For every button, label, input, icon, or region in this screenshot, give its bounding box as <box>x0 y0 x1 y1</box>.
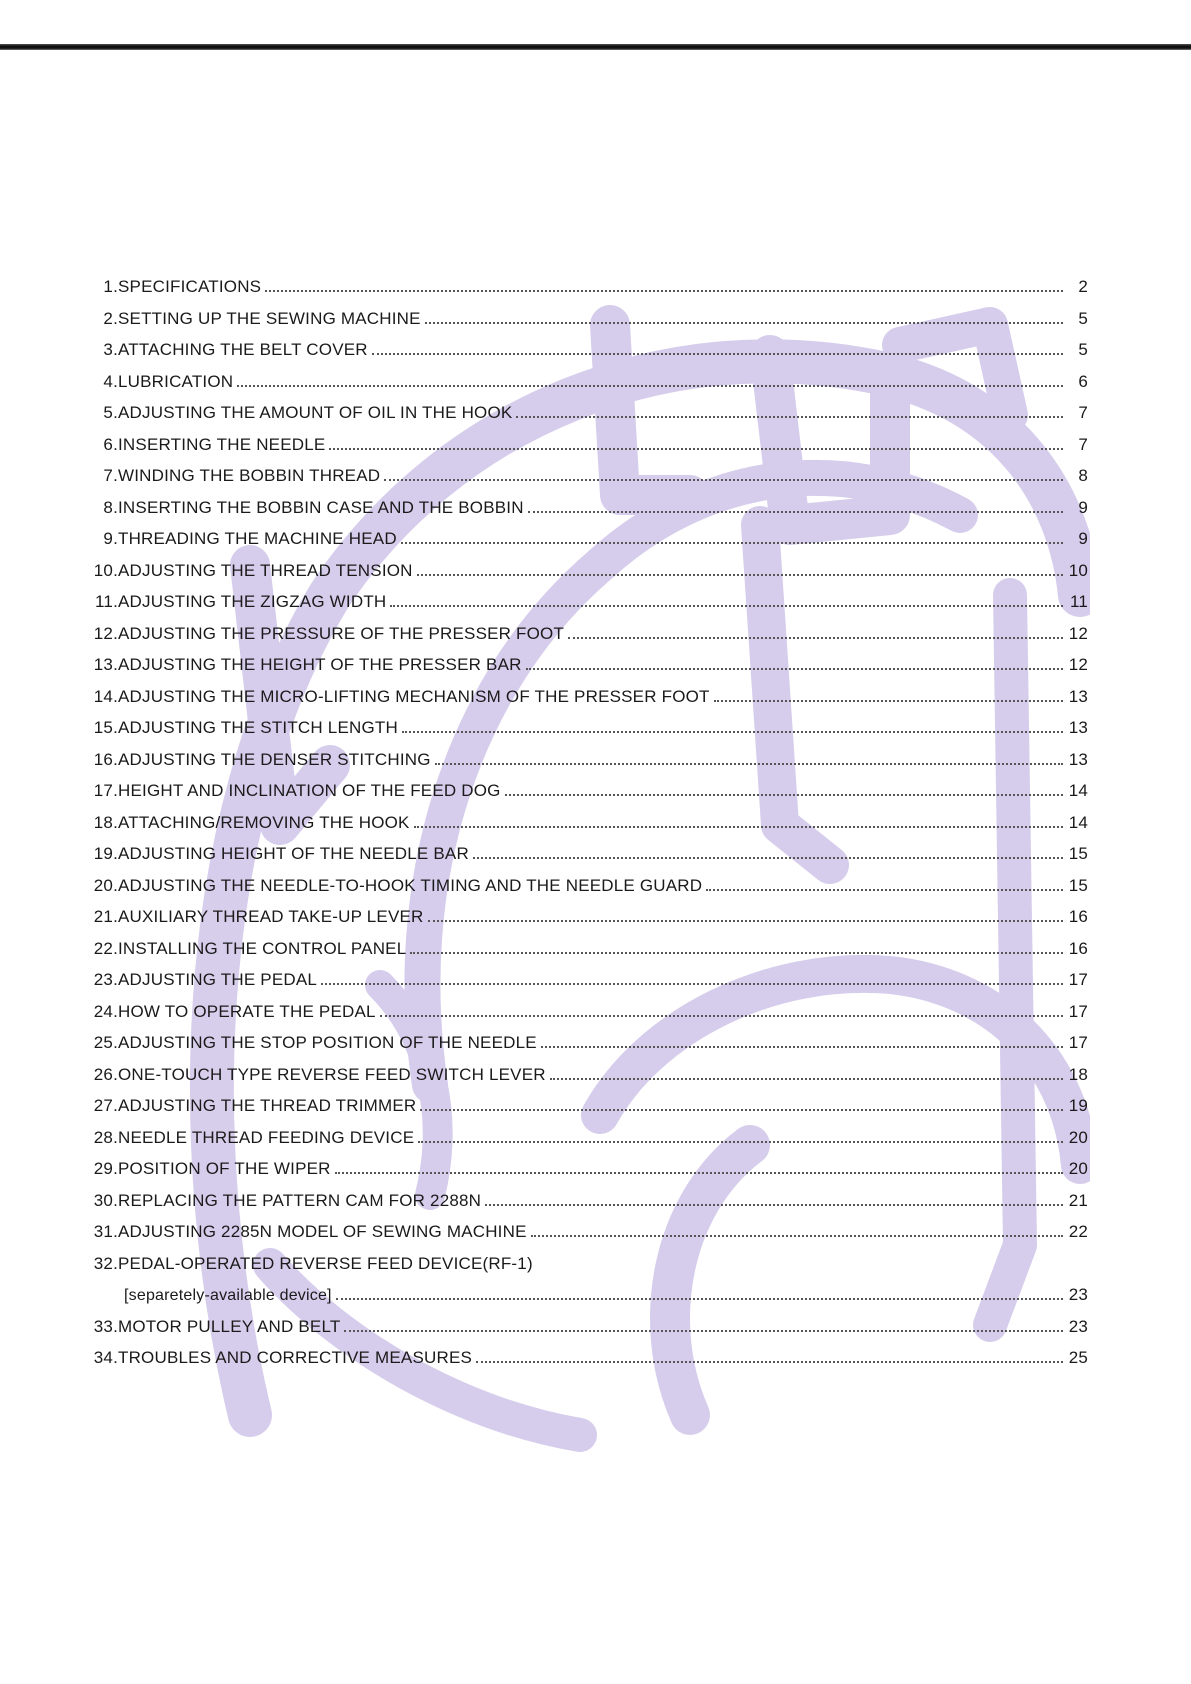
toc-entry-number: 5. <box>103 403 118 422</box>
toc-entry-title: THREADING THE MACHINE HEAD <box>118 529 397 548</box>
dot-leader <box>505 794 1063 796</box>
toc-entry-title: AUXILIARY THREAD TAKE-UP LEVER <box>118 907 424 926</box>
dot-leader <box>485 1204 1063 1206</box>
dot-leader <box>335 1172 1063 1174</box>
toc-entry-number: 16. <box>93 749 118 769</box>
toc-entry-number: 15. <box>93 718 118 737</box>
dot-leader <box>237 385 1063 387</box>
toc-entry-page: 12 <box>1068 655 1088 674</box>
dot-leader <box>390 605 1063 607</box>
toc-entry-number: 23. <box>93 970 118 989</box>
toc-entry[interactable] <box>88 907 1088 939</box>
toc-entry-page: 15 <box>1068 844 1088 863</box>
toc-entry-title: INSTALLING THE CONTROL PANEL <box>118 938 407 958</box>
dot-leader <box>473 857 1063 859</box>
toc-entry[interactable] <box>88 750 1088 782</box>
toc-entry-title: ADJUSTING HEIGHT OF THE NEEDLE BAR <box>118 844 469 863</box>
toc-entry[interactable] <box>88 876 1088 908</box>
toc-entry-title: ADJUSTING 2285N MODEL OF SEWING MACHINE <box>118 1222 527 1241</box>
toc-entry[interactable] <box>88 1317 1088 1349</box>
toc-entry-number: 29. <box>93 1159 118 1178</box>
toc-entry[interactable] <box>88 1285 1088 1317</box>
dot-leader <box>401 542 1063 544</box>
toc-entry[interactable] <box>88 340 1088 372</box>
toc-entry-title: SPECIFICATIONS <box>118 277 262 296</box>
toc-entry-number: 21. <box>93 907 118 926</box>
toc-entry-page: 6 <box>1078 371 1088 391</box>
toc-entry-number: 22. <box>93 938 118 958</box>
toc-entry-title: LUBRICATION <box>118 371 234 391</box>
toc-entry-page: 25 <box>1068 1348 1088 1367</box>
toc-entry[interactable] <box>88 687 1088 719</box>
toc-entry-number: 24. <box>93 1001 118 1021</box>
dot-leader <box>410 952 1063 954</box>
toc-entry[interactable] <box>88 1254 1088 1286</box>
toc-entry-title: ATTACHING THE BELT COVER <box>118 340 368 359</box>
toc-entry-page: 18 <box>1068 1064 1088 1084</box>
toc-entry[interactable] <box>88 1348 1088 1380</box>
toc-entry-page: 20 <box>1068 1127 1088 1147</box>
toc-entry-page: 16 <box>1068 907 1088 926</box>
toc-entry-title: WINDING THE BOBBIN THREAD <box>118 466 381 485</box>
toc-entry-page: 14 <box>1068 812 1088 832</box>
toc-entry-number: 9. <box>103 529 118 548</box>
toc-entry-page: 7 <box>1078 434 1088 454</box>
toc-entry-number: 25. <box>93 1033 118 1052</box>
toc-entry-number: 33. <box>93 1316 118 1336</box>
toc-entry-title: PEDAL-OPERATED REVERSE FEED DEVICE(RF-1) <box>118 1253 533 1273</box>
toc-entry-title: REPLACING THE PATTERN CAM FOR 2288N <box>118 1190 482 1210</box>
dot-leader <box>380 1015 1063 1017</box>
dot-leader <box>435 763 1063 765</box>
dot-leader <box>414 826 1063 828</box>
toc-entry-number: 12. <box>93 623 118 643</box>
toc-entry-page: 12 <box>1068 623 1088 643</box>
toc-entry-number: 32. <box>93 1253 118 1273</box>
toc-entry-number: 27. <box>93 1096 118 1115</box>
toc-entry-title: ATTACHING/REMOVING THE HOOK <box>118 812 410 832</box>
toc-entry[interactable] <box>88 1159 1088 1191</box>
toc-entry-page: 10 <box>1068 560 1088 580</box>
toc-entry-page: 9 <box>1078 497 1088 517</box>
toc-entry-title: HOW TO OPERATE THE PEDAL <box>118 1001 376 1021</box>
dot-leader <box>550 1078 1063 1080</box>
dot-leader <box>531 1235 1063 1237</box>
toc-entry-page: 22 <box>1068 1222 1088 1241</box>
toc-entry[interactable] <box>88 1191 1088 1223</box>
toc-entry-number: 7. <box>103 466 118 485</box>
toc-entry-title: TROUBLES AND CORRECTIVE MEASURES <box>118 1348 473 1367</box>
dot-leader <box>329 448 1063 450</box>
toc-entry[interactable] <box>88 1033 1088 1065</box>
toc-entry-page: 17 <box>1068 1001 1088 1021</box>
dot-leader <box>321 983 1063 985</box>
toc-entry[interactable] <box>88 309 1088 341</box>
toc-entry-title: ADJUSTING THE AMOUNT OF OIL IN THE HOOK <box>118 403 513 422</box>
dot-leader <box>402 731 1063 733</box>
toc-entry-title: HEIGHT AND INCLINATION OF THE FEED DOG <box>118 781 501 800</box>
toc-entry[interactable] <box>88 970 1088 1002</box>
toc-entry[interactable] <box>88 403 1088 435</box>
toc-entry-page: 13 <box>1068 749 1088 769</box>
toc-entry-page: 7 <box>1078 403 1088 422</box>
toc-entry-number: 34. <box>93 1348 118 1367</box>
toc-entry-title: ADJUSTING THE HEIGHT OF THE PRESSER BAR <box>118 655 522 674</box>
toc-entry-title: INSERTING THE BOBBIN CASE AND THE BOBBIN <box>118 497 524 517</box>
toc-entry-page: 13 <box>1068 686 1088 706</box>
toc-entry-title: ADJUSTING THE STOP POSITION OF THE NEEDLE <box>118 1033 537 1052</box>
toc-entry[interactable] <box>88 372 1088 404</box>
toc-entry-number: 10. <box>93 560 118 580</box>
toc-entry[interactable] <box>88 435 1088 467</box>
toc-entry-title: ADJUSTING THE PRESSURE OF THE PRESSER FOOT <box>118 623 565 643</box>
dot-leader <box>526 668 1063 670</box>
toc-entry-page: 20 <box>1068 1159 1088 1178</box>
toc-entry[interactable] <box>88 781 1088 813</box>
dot-leader <box>344 1330 1063 1332</box>
toc-entry[interactable] <box>88 1222 1088 1254</box>
dot-leader <box>568 637 1063 639</box>
toc-entry[interactable] <box>88 844 1088 876</box>
toc-entry-page: 23 <box>1068 1316 1088 1336</box>
toc-entry-number: 13. <box>93 655 118 674</box>
toc-entry-title: ADJUSTING THE ZIGZAG WIDTH <box>118 592 387 611</box>
dot-leader <box>714 700 1063 702</box>
dot-leader <box>706 889 1063 891</box>
toc-entry-page: 15 <box>1068 875 1088 895</box>
toc-entry[interactable] <box>88 498 1088 530</box>
dot-leader <box>417 574 1063 576</box>
toc-entry-number: 14. <box>93 686 118 706</box>
toc-entry-page: 23 <box>1068 1285 1088 1304</box>
toc-entry-page: 13 <box>1068 718 1088 737</box>
dot-leader <box>516 416 1063 418</box>
toc-entry-number: 18. <box>93 812 118 832</box>
toc-entry[interactable] <box>88 655 1088 687</box>
toc-entry-title: ADJUSTING THE THREAD TRIMMER <box>118 1096 417 1115</box>
dot-leader <box>418 1141 1063 1143</box>
toc-entry-title: POSITION OF THE WIPER <box>118 1159 331 1178</box>
toc-entry-title: ADJUSTING THE THREAD TENSION <box>118 560 413 580</box>
toc-entry[interactable] <box>88 624 1088 656</box>
toc-entry[interactable] <box>88 813 1088 845</box>
toc-entry-number: 19. <box>93 844 118 863</box>
toc-entry-page: 9 <box>1078 529 1088 548</box>
dot-leader <box>420 1109 1063 1111</box>
toc-entry-title: ADJUSTING THE PEDAL <box>118 970 318 989</box>
toc-entry-number: 20. <box>93 875 118 895</box>
toc-entry-page: 21 <box>1068 1190 1088 1210</box>
toc-entry-page: 17 <box>1068 1033 1088 1052</box>
toc-entry-number: 3. <box>103 340 118 359</box>
dot-leader <box>384 479 1063 481</box>
dot-leader <box>336 1298 1063 1300</box>
toc-entry-title: NEEDLE THREAD FEEDING DEVICE <box>118 1127 415 1147</box>
toc-entry-number: 26. <box>93 1064 118 1084</box>
toc-entry-title: ONE-TOUCH TYPE REVERSE FEED SWITCH LEVER <box>118 1064 546 1084</box>
toc-entry-title: INSERTING THE NEEDLE <box>118 434 326 454</box>
toc-entry-page: 2 <box>1078 277 1088 296</box>
toc-entry-title: ADJUSTING THE MICRO-LIFTING MECHANISM OF THE PRESSER FOOT <box>118 686 710 706</box>
toc-entry[interactable] <box>88 1096 1088 1128</box>
dot-leader <box>528 511 1063 513</box>
toc-entry-title: MOTOR PULLEY AND BELT <box>118 1316 341 1336</box>
table-of-contents <box>88 277 1088 1380</box>
toc-entry-title: ADJUSTING THE NEEDLE-TO-HOOK TIMING AND THE NEEDLE GUARD <box>118 875 703 895</box>
toc-entry[interactable] <box>88 529 1088 561</box>
toc-entry-page: 14 <box>1068 781 1088 800</box>
top-border-rule <box>0 44 1191 50</box>
toc-entry-number: 11. <box>95 592 118 611</box>
toc-entry[interactable] <box>88 592 1088 624</box>
toc-entry[interactable] <box>88 277 1088 309</box>
dot-leader <box>372 353 1063 355</box>
dot-leader <box>428 920 1063 922</box>
toc-entry-number: 28. <box>93 1127 118 1147</box>
toc-entry-page: 17 <box>1068 970 1088 989</box>
dot-leader <box>425 322 1063 324</box>
dot-leader <box>265 290 1063 292</box>
toc-entry-number: 30. <box>93 1190 118 1210</box>
toc-entry[interactable] <box>88 1002 1088 1034</box>
toc-entry-title: SETTING UP THE SEWING MACHINE <box>118 308 421 328</box>
toc-entry-number: 2. <box>103 308 118 328</box>
toc-entry[interactable] <box>88 718 1088 750</box>
toc-entry-page: 16 <box>1068 938 1088 958</box>
toc-entry-number: 17. <box>93 781 118 800</box>
toc-entry-number: 4. <box>103 371 118 391</box>
toc-entry[interactable] <box>88 466 1088 498</box>
toc-entry-page: 19 <box>1068 1096 1088 1115</box>
toc-entry-number: 1. <box>103 277 118 296</box>
toc-entry-number: 8. <box>103 497 118 517</box>
toc-entry[interactable] <box>88 561 1088 593</box>
toc-entry-page: 11 <box>1069 592 1088 611</box>
toc-entry-page: 5 <box>1078 308 1088 328</box>
toc-entry-title: ADJUSTING THE DENSER STITCHING <box>118 749 431 769</box>
toc-entry[interactable] <box>88 939 1088 971</box>
toc-entry[interactable] <box>88 1128 1088 1160</box>
toc-entry-page: 5 <box>1078 340 1088 359</box>
toc-entry[interactable] <box>88 1065 1088 1097</box>
toc-entry-number: 6. <box>103 434 118 454</box>
toc-entry-title: ADJUSTING THE STITCH LENGTH <box>118 718 398 737</box>
dot-leader <box>541 1046 1063 1048</box>
dot-leader <box>476 1361 1063 1363</box>
toc-entry-number: 31. <box>93 1222 118 1241</box>
toc-entry-page: 8 <box>1078 466 1088 485</box>
toc-entry-title: [separetely-available device] <box>124 1287 332 1304</box>
